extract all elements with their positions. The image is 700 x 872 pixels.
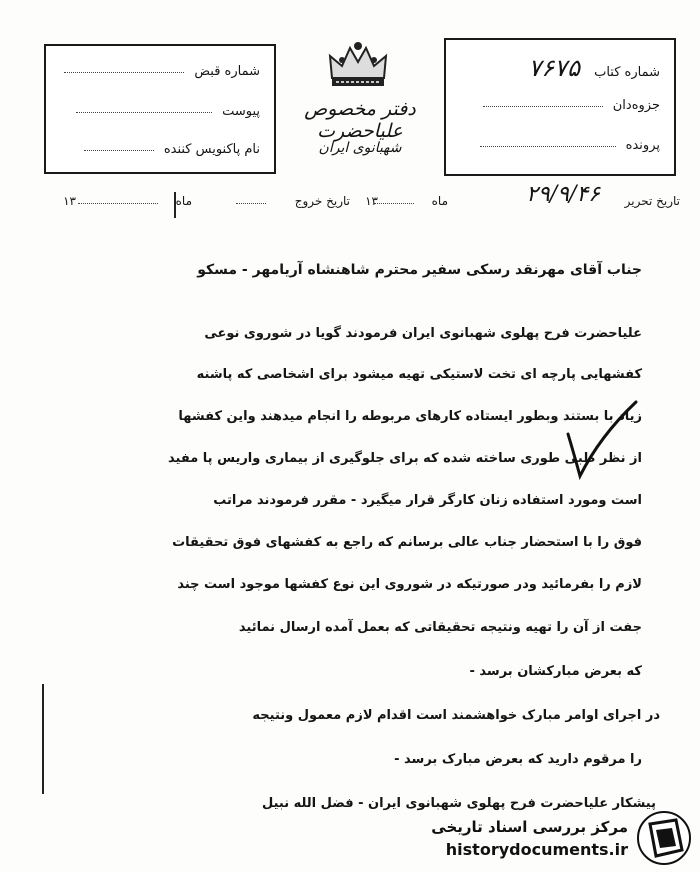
body-line: در اجرای اوامر مبارک خواهشمند است اقدام لازم معمول ونتیجه [252,708,660,723]
addressee-line: جناب آقای مهرنقد رسکی سفیر محترم شاهنشاه آریامهر - مسکو [197,262,642,278]
body-line: زیاد با بستند وبطور ایستاده کارهای مربوطه را انجام میدهند واین کفشها [178,409,642,424]
binder-field [483,98,660,113]
month-blank-1 [374,202,414,204]
binder-label: جزوه‌دان [612,98,660,113]
exit-date-label: تاریخ خروج [294,194,350,208]
body-line: که بعرض مبارکشان برسد - [469,664,642,679]
attachment-label: پیوست [222,104,260,119]
receipt-info-box [44,44,276,174]
body-line: علیاحضرت فرح پهلوی شهبانوی ایران فرمودند گویا در شوروی نوعی [204,326,642,341]
office-subtitle: شهبانوی ایران [318,140,402,156]
signature-line: پیشکار علیاحضرت فرح پهلوی شهبانوی ایران - فضل الله نبیل [261,796,656,811]
body-line: فوق را با استحضار جناب عالی برسانم که راجع به کفشهای فوق تحقیقات [172,535,642,550]
archive-watermark-url: historydocuments.ir [445,840,628,859]
body-line: لازم را بفرمائید ودر صورتیکه در شوروی این نوع کفشها موجود است چند [177,577,642,592]
month-blank-2 [78,202,158,204]
binder-blank [483,105,603,107]
file-label: پرونده [625,138,660,153]
date-separator-line [174,192,176,218]
receipt-number-label: شماره قبض [194,64,260,79]
typist-label: نام پاکنویس کننده [163,142,260,157]
body-line: را مرقوم دارید که بعرض مبارک برسد - [394,752,642,767]
typist-field [84,142,260,157]
month-label-1: ماه [431,194,448,208]
margin-line [42,684,44,794]
body-line: از نظر طبی طوری ساخته شده که برای جلوگیری از بیماری واریس پا مفید [168,451,642,466]
exit-date-blank [236,202,266,204]
month-label-2: ماه [175,194,192,208]
check-mark-icon [560,396,640,492]
writing-date-label: تاریخ تحریر [624,194,680,208]
receipt-number-field [64,64,260,79]
year-suffix-1: ۱۳ [365,194,378,208]
typist-blank [84,149,154,151]
body-line: کفشهایی پارچه ای تخت لاستیکی تهیه میشود برای اشخاصی که پاشنه [196,367,642,382]
date-row [40,182,680,216]
letter-info-box [444,38,676,176]
archive-logo-icon [636,810,692,866]
writing-date-value: ۲۹/۹/۴۶ [526,182,600,207]
attachment-field [76,104,260,119]
office-title: دفتر مخصوص علیاحضرت [304,98,416,142]
attachment-blank [76,111,212,113]
year-suffix-2: ۱۳ [63,194,76,208]
file-blank [480,145,616,147]
archive-watermark-title: مرکز بررسی اسناد تاریخی [431,818,628,836]
letter-number-value: ۷۶۷۵ [528,54,580,82]
royal-crown-emblem [322,38,394,92]
letter-number-label: شماره کتاب [594,65,660,80]
letter-number-field [528,54,660,82]
body-line: جفت از آن را تهیه ونتیجه تحقیقاتی که بعمل آمده ارسال نمائید [238,620,642,635]
file-field [480,138,660,153]
body-line: است ومورد استفاده زنان کارگر قرار میگیرد - مقرر فرمودند مراتب [213,493,642,508]
receipt-number-blank [64,71,184,73]
